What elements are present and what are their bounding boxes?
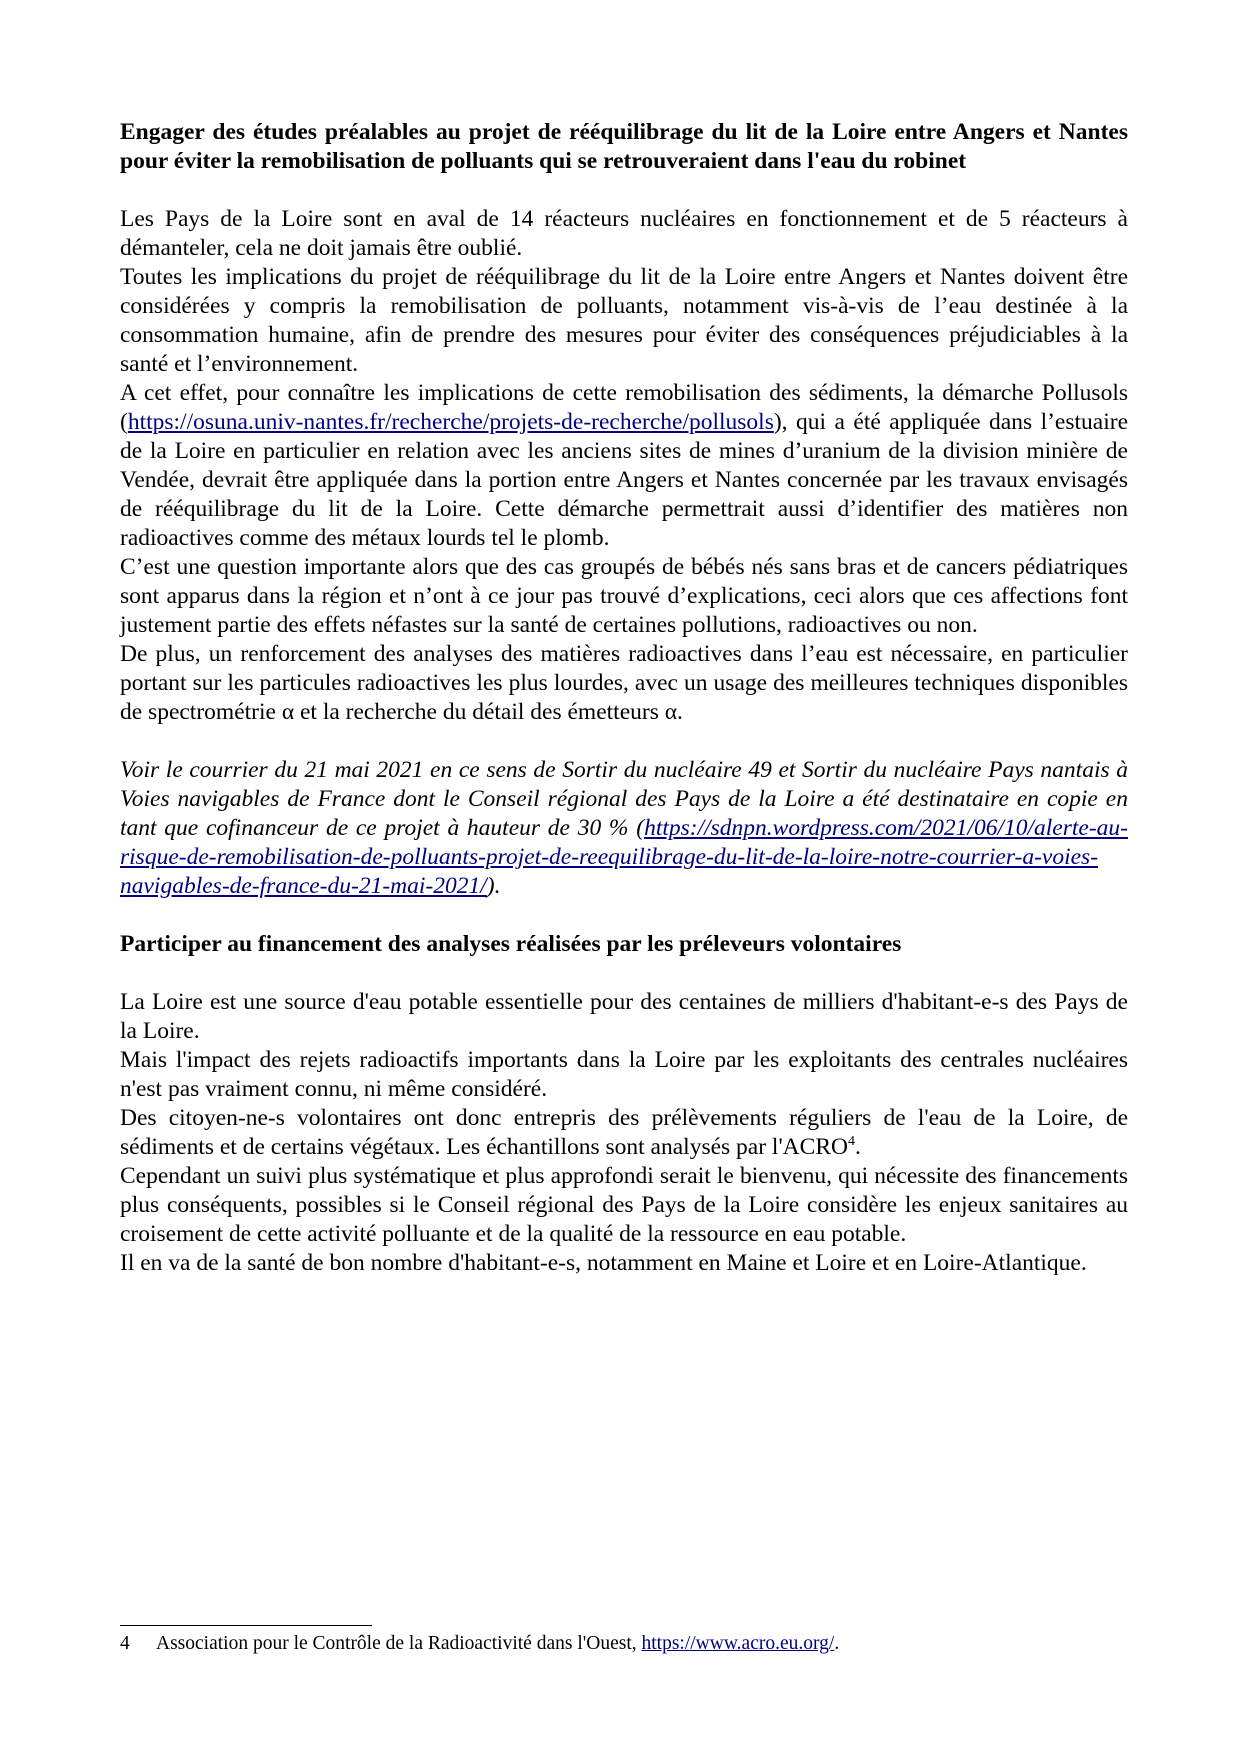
- paragraph: C’est une question importante alors que des cas groupés de bébés nés sans bras et de cancers pédiatriques sont apparus dans la région et n’ont à ce jour pas trouvé d’explications, ceci alors que ces affections font justement partie des effets néfastes sur la santé de certaines pollutions, radioactives ou non.: [120, 554, 1128, 638]
- section-heading-financement: Participer au financement des analyses réalisées par les préleveurs volontaires: [120, 931, 902, 957]
- paragraph: De plus, un renforcement des analyses des matières radioactives dans l’eau est nécessaire, en particulier portant sur les particules radioactives les plus lourdes, avec un usage des meilleures techniques disponibles de spectrométrie α et la recherche du détail des émetteurs α.: [120, 641, 1128, 725]
- section-heading-etudes: Engager des études préalables au projet de rééquilibrage du lit de la Loire entre Angers et Nantes pour éviter la remobilisation de polluants qui se retrouveraient dans l'eau du robinet: [120, 119, 1128, 174]
- text-span: ), qui a été appliquée dans l’estuaire de la Loire en particulier en relation avec les anciens sites de mines d’uranium de la division minière de Vendée, devrait être appliquée dans la portion entre Angers et Nantes concernée par les travaux envisagés de rééquilibrage du lit de la Loire. Cette démarche permettrait aussi d’identifier des matières non radioactives comme des métaux lourds tel le plomb.: [120, 409, 1128, 551]
- paragraph: La Loire est une source d'eau potable essentielle pour des centaines de milliers d'habitant-e-s des Pays de la Loire.: [120, 989, 1128, 1044]
- text-span: A cet effet, pour connaître les implications de cette remobilisation des sédiments, la démarche Pollusols (: [120, 380, 1128, 435]
- text-span: Des citoyen-ne-s volontaires ont donc entrepris des prélèvements réguliers de l'eau de la Loire, de sédiments et de certains végétaux. Les échantillons sont analysés par l'ACRO: [120, 1105, 1128, 1160]
- text-span: Voir le courrier du 21 mai 2021 en ce sens de Sortir du nucléaire 49 et Sortir du nucléaire Pays nantais à Voies navigables de France dont le Conseil régional des Pays de la Loire a été destinataire en copie en tant que cofinanceur de ce projet à hauteur de 30 % (: [120, 757, 1128, 841]
- text-span: .: [854, 1134, 861, 1160]
- footnote-text: Association pour le Contrôle de la Radioactivité dans l'Ouest,: [156, 1633, 642, 1654]
- paragraph: Mais l'impact des rejets radioactifs importants dans la Loire par les exploitants des centrales nucléaires n'est pas vraiment connu, ni même considéré.: [120, 1047, 1128, 1102]
- pollusols-link[interactable]: https://osuna.univ-nantes.fr/recherche/projets-de-recherche/pollusols: [127, 409, 774, 435]
- sdnpn-link[interactable]: https://sdnpn.wordpress.com/2021/06/10/alerte-au-risque-de-remobilisation-de-polluants-projet-de-reequilibrage-du-lit-de-la-loire-notre-courrier-a-voies-navigables-de-france-du-21-mai-2021/: [120, 815, 1128, 899]
- paragraph: Toutes les implications du projet de rééquilibrage du lit de la Loire entre Angers et Nantes doivent être considérées y compris la remobilisation de polluants, notamment vis-à-vis de l’eau destinée à la consommation humaine, afin de prendre des mesures pour éviter des conséquences préjudiciables à la santé et l’environnement.: [120, 264, 1128, 377]
- italic-note: [120, 756, 1128, 901]
- paragraph: [120, 1104, 1128, 1162]
- footnote: [120, 1632, 1120, 1656]
- text-span: ).: [486, 873, 501, 899]
- paragraph: Il en va de la santé de bon nombre d'habitant-e-s, notamment en Maine et Loire et en Loire-Atlantique.: [120, 1250, 1087, 1276]
- document-body: [120, 118, 1128, 1278]
- footnote-ref[interactable]: 4: [847, 1134, 855, 1150]
- text-span: .: [834, 1633, 840, 1654]
- paragraph: [120, 379, 1128, 553]
- paragraph: Cependant un suivi plus systématique et plus approfondi serait le bienvenu, qui nécessite des financements plus conséquents, possibles si le Conseil régional des Pays de la Loire considère les enjeux sanitaires au croisement de cette activité polluante et de la qualité de la ressource en eau potable.: [120, 1163, 1128, 1247]
- paragraph: Les Pays de la Loire sont en aval de 14 réacteurs nucléaires en fonctionnement et de 5 réacteurs à démanteler, cela ne doit jamais être oublié.: [120, 206, 1128, 261]
- footnote-number: 4: [120, 1633, 130, 1654]
- acro-link[interactable]: https://www.acro.eu.org/: [641, 1633, 835, 1654]
- footnote-divider: [120, 1625, 372, 1626]
